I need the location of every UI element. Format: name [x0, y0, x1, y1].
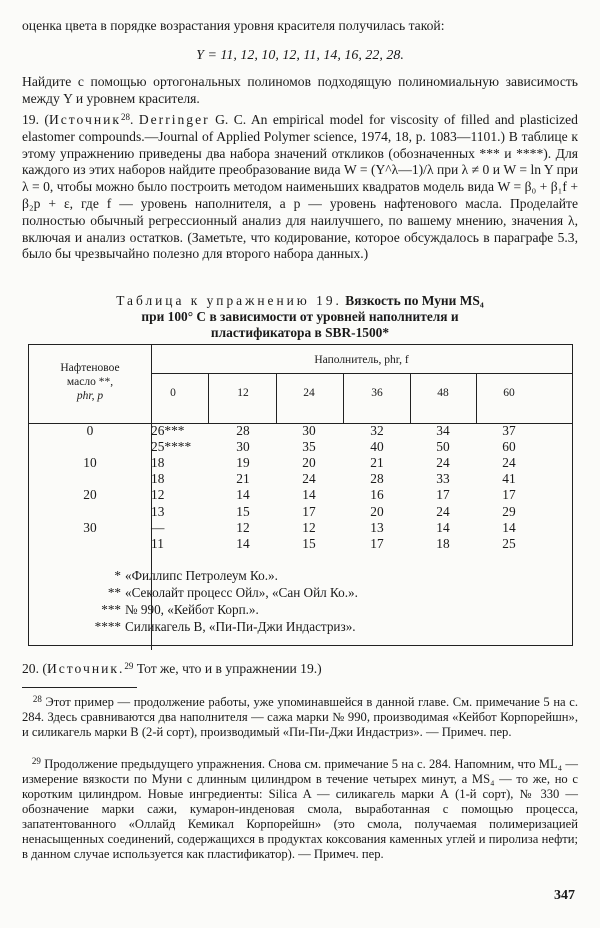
exercise-20: 20. (Источник.$^{29}$ Тот же, что и в упражнении 19.)	[22, 661, 322, 676]
table-note-text: «Филлипс Петролеум Ко.».	[125, 568, 278, 583]
table-cell: 18	[151, 471, 165, 487]
table-cell: 24	[436, 503, 450, 519]
table-note-mark: ****	[94, 619, 121, 634]
table-caption	[60, 293, 540, 341]
table-note-mark: ***	[101, 602, 121, 617]
y-values-formula: Y = 11, 12, 10, 12, 11, 14, 16, 22, 28.	[196, 48, 404, 63]
footnote	[22, 695, 578, 740]
table-cell: 30	[236, 439, 250, 455]
column-header: 0	[170, 387, 176, 399]
table-note-mark: **	[107, 585, 121, 600]
column-divider	[208, 373, 209, 423]
table-cell: 60	[502, 439, 516, 455]
column-group-header: Наполнитель, phr, f	[314, 354, 409, 366]
table-cell: 24	[502, 455, 516, 471]
table-cell: 13	[370, 519, 384, 535]
table-cell: 12	[236, 519, 250, 535]
table-caption-label: Таблица к упражнению 19.	[116, 293, 342, 308]
table-cell: 14	[436, 519, 450, 535]
exercise-20-source-label: Источник.	[46, 661, 125, 676]
table-cell: 33	[436, 471, 450, 487]
row-header	[29, 361, 151, 403]
table-note	[79, 584, 358, 601]
table-note-mark: *	[114, 568, 121, 583]
row-header-line2: масло **,	[66, 376, 114, 388]
table-cell: 28	[236, 423, 250, 438]
row-header-line3: phr, p	[76, 390, 104, 402]
footnote-text: Этот пример — продолжение работы, уже упоминавшейся в данной главе. См. примечание 5 на с. 284. Здесь сравниваются два наполнителя — сажа марки № 990, производимая «Кейбот Корпорейшн», и силикагель марки В (2-й сорт), производимый «Пи-Пи-Джи Индастриз». — Примеч. пер.	[22, 695, 578, 739]
exercise-20-number: 20.	[22, 661, 39, 676]
table-cell: 17	[370, 535, 384, 551]
table-note-text: «Секолайт процесс Ойл», «Сан Ойл Ко.».	[125, 585, 358, 600]
table-cell: 41	[502, 471, 516, 487]
table-cell: 14	[302, 487, 316, 503]
exercise-20-text: Тот же, что и в упражнении 19.)	[136, 661, 322, 676]
footnote-mark: 28	[32, 694, 42, 704]
table-cell: 37	[502, 423, 516, 438]
table-cell: 25	[502, 535, 516, 551]
column-header: 60	[503, 387, 515, 399]
footnote	[22, 757, 578, 862]
table-cell: 18	[151, 455, 165, 471]
table-cell: 24	[436, 455, 450, 471]
exercise-20-footnote-ref: 29	[124, 661, 134, 671]
table-cell: 20	[370, 503, 384, 519]
page-number: 347	[554, 888, 575, 903]
column-header: 24	[303, 387, 315, 399]
table-cell: 14	[236, 487, 250, 503]
row-label: 20	[83, 487, 97, 503]
exercise-19-citation: G. C. An empirical model for viscosity of filled and plasticized elastomer compounds.—Journal of Applied Polymer science, 1974, 18, p. 1083—1101.)	[22, 112, 578, 144]
exercise-19: 19. (Источник$^{28}$. Derringer G. C. An empirical model for viscosity of filled and plasticized elastomer compounds.—Journal of Applied Polymer science, 1974, 18, p. 1083—1101.) В таблице к этому упражнению приведены два набора значений откликов (обозначенных *** и ****). Для каждого из этих наборов найдите преобразование вида W = (Y^λ—1)/λ при λ ≠ 0 и W = ln Y при λ = 0, чтобы можно было построить методом наименьших квадратов модель вида W = β₀ + β₁f + β₂p + ε, где f — уровень наполнителя, а p — уровень нафтенового масла. Проделайте полностью обычный регрессионный анализ для наилучшего, по вашему мнению, значения λ, включая и анализ остатков. (Заметьте, что кодирование, которое обсуждалось в параграфе 5.3, было бы чрезвычайно полезно для второго набора данных.)	[22, 112, 579, 262]
table-cell: 34	[436, 423, 450, 438]
table-cell: 21	[236, 471, 250, 487]
footnote-rule	[22, 687, 137, 688]
table-cell: 18	[436, 535, 450, 551]
table-cell: 17	[436, 487, 450, 503]
column-divider	[276, 373, 277, 423]
column-divider	[410, 373, 411, 423]
table-cell: 21	[370, 455, 384, 471]
intro-line: оценка цвета в порядке возрастания уровня красителя получилась такой:	[22, 18, 445, 33]
exercise-19-number: 19.	[22, 112, 39, 127]
table-note-text: № 990, «Кейбот Корп.».	[125, 602, 259, 617]
table-caption-line2: при 100° С в зависимости от уровней наполнителя и	[141, 309, 459, 324]
table-cell: 30	[302, 423, 316, 438]
table-note	[79, 567, 358, 584]
column-divider	[476, 373, 477, 423]
table-caption-line1: Вязкость по Муни MS₄	[345, 293, 484, 308]
table-cell: 35	[302, 439, 316, 455]
column-header: 48	[437, 387, 449, 399]
table-cell: 40	[370, 439, 384, 455]
table-cell: 29	[502, 503, 516, 519]
table-cell: 17	[502, 487, 516, 503]
table-group-rule	[151, 373, 572, 374]
row-label: 30	[83, 519, 97, 535]
table-cell: 11	[151, 535, 164, 551]
table-note	[79, 601, 358, 618]
table-cell: 12	[151, 487, 165, 503]
exercise-19-text: В таблице к этому упражнению приведены два набора значений откликов (обозначенных *** и ****). Для каждого из этих наборов найдите преобразование вида W = (Y^λ—1)/λ при λ ≠ 0 и W = ln Y при λ = 0, чтобы можно было построить методом наименьших квадратов модель вида W = β₀ + β₁f + β₂p + ε, где f — уровень наполнителя, а p — уровень нафтенового масла. Проделайте полностью обычный регрессионный анализ для наилучшего, по вашему мнению, значения λ, включая и анализ остатков. (Заметьте, что кодирование, которое обсуждалось в параграфе 5.3, было бы чрезвычайно полезно для второго набора данных.)	[22, 128, 579, 262]
table-cell: 17	[302, 503, 316, 519]
table-cell: 14	[502, 519, 516, 535]
viscosity-table	[28, 344, 573, 646]
exercise-19-footnote-ref: 28	[121, 112, 130, 122]
row-label: 0	[86, 423, 94, 438]
table-caption-line3: пластификатора в SBR-1500*	[210, 325, 390, 340]
table-cell: 32	[370, 423, 384, 438]
exercise-19-source-label: Источник	[48, 112, 121, 127]
table-cell: 20	[302, 455, 316, 471]
table-cell: 15	[302, 535, 316, 551]
table-note-text: Силикагель В, «Пи-Пи-Джи Индастриз».	[125, 619, 356, 634]
table-cell: 16	[370, 487, 384, 503]
table-note	[79, 618, 358, 635]
table-notes	[79, 567, 358, 635]
table-cell: 19	[236, 455, 250, 471]
exercise-19-author: Derringer	[138, 112, 210, 127]
column-header: 36	[371, 387, 383, 399]
table-cell: 25****	[151, 439, 192, 455]
intro-task: Найдите с помощью ортогональных полиномов подходящую полиномиальную зависимость между Y и уровнем красителя.	[22, 74, 578, 106]
column-header: 12	[237, 387, 249, 399]
table-cell: 28	[370, 471, 384, 487]
table-cell: 12	[302, 519, 316, 535]
footnote-text: Продолжение предыдущего упражнения. Снова см. примечание 5 на с. 284. Напомним, что ML₄ — измерение вязкости по Муни с длинным цилиндром в течение четырех минут, а MS₄ — то же, но с коротким цилиндром. Новые ингредиенты: Silica A — силикагель марки А (1-й сорт), № 330 — обозначение марки сажи, кумарон-инденовая смола, выработанная с помощью процесса, запатентованного «Оллайд Кемикал Корпорейшн» (это смола, получаемая полимеризацией ненасыщенных соединений, содержащихся в продуктах коксования каменных углей и пиролиза нефти; в данном случае используется как пластификатор). — Примеч. пер.	[22, 757, 578, 861]
row-header-line1: Нафтеновое	[60, 362, 120, 374]
table-cell: 14	[236, 535, 250, 551]
table-cell: 15	[236, 503, 250, 519]
footnote-mark: 29	[31, 756, 41, 766]
table-cell: 24	[302, 471, 316, 487]
column-divider	[343, 373, 344, 423]
table-cell: 13	[151, 503, 165, 519]
row-label: 10	[83, 455, 97, 471]
table-cell: —	[151, 519, 165, 535]
table-cell: 26***	[151, 423, 185, 438]
table-cell: 50	[436, 439, 450, 455]
